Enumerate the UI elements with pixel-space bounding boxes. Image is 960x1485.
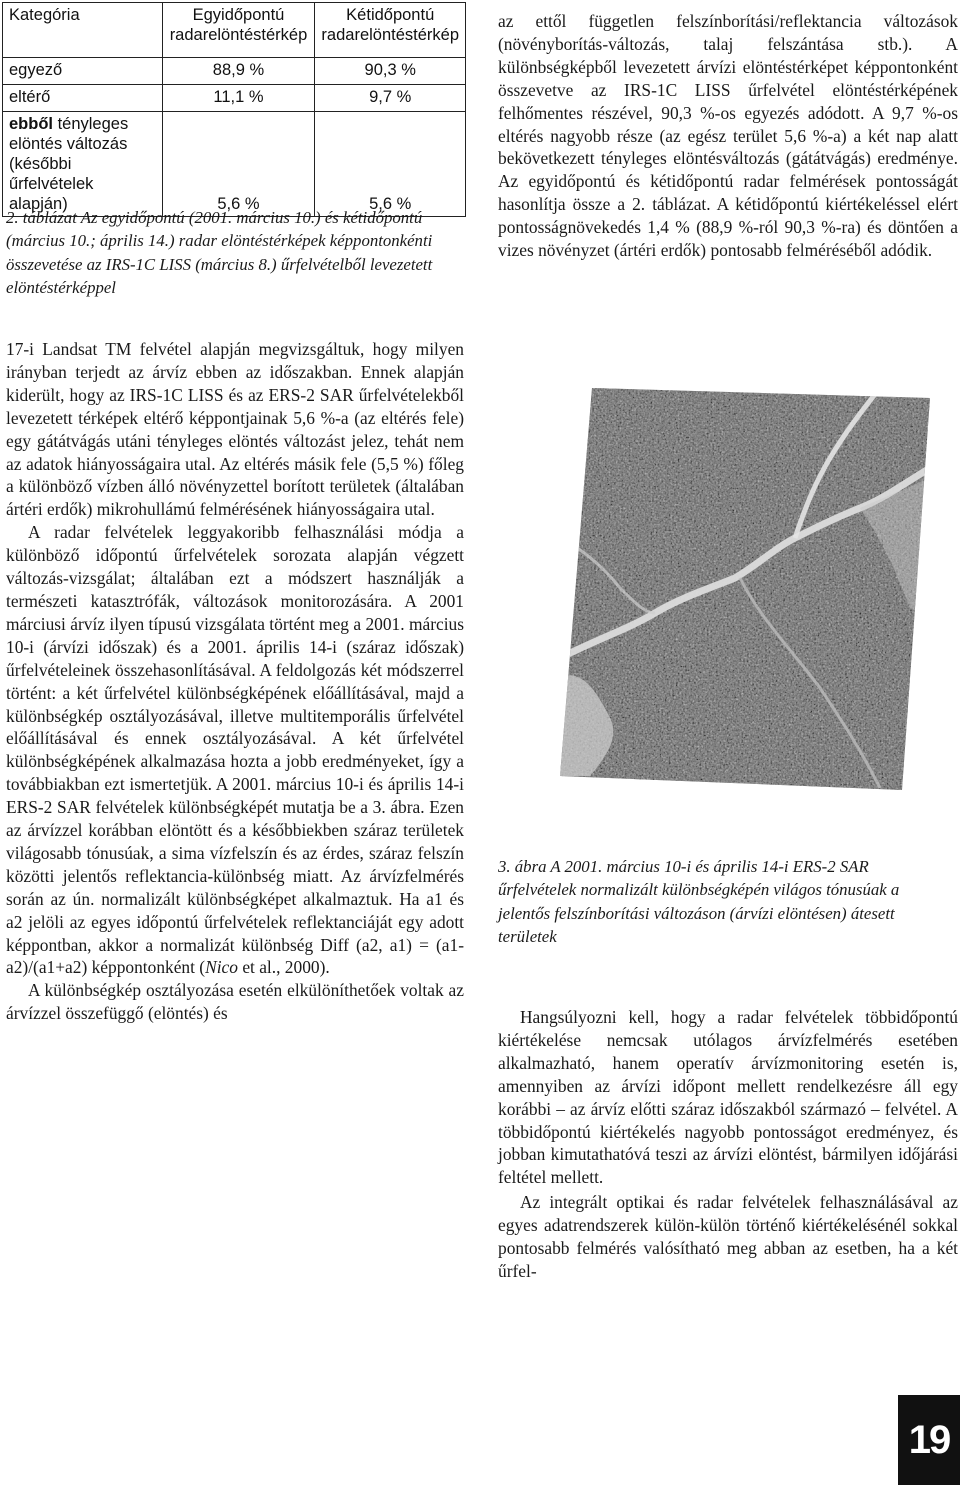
header-category: Kategória [3,3,163,58]
row-label-bold: ebből [9,115,53,133]
paragraph: A különbségkép osztályozása esetén elkülöníthetőek voltak az árvízzel összefüggő (elöntés) és [6,980,464,1024]
table-row [3,58,466,85]
results-table [2,2,466,217]
row-label-rest: tényleges elöntés változás (későbbi űrfelvételek alapján) [9,115,129,213]
paragraph-text: A radar felvételek leggyakoribb felhasználási módja a különböző időpontú űrfelvételek sorozata alapján végzett változás-vizsgálat; általában ezt a módszert használják a természeti katasztrófák, változások monitorozására. A 2001 márciusi árvíz ilyen típusú vizsgálata történt meg a 2001. március 10-i (árvízi időszak) és a 2001. április 14-i (száraz időszak) űrfelvételeinek összehasonlításával. A feldolgozás két módszerrel történt: a két űrfelvétel különbségképének előállításával, majd a különbségkép osztályozásával, illetve multitemporális űrfelvétel előállításával és ennek osztályozásával. A két űrfelvétel különbségképének alkalmazása hozta a jobb eredményeket, így a továbbiakban ezt ismertetjük. A 2001. március 10-i és április 14-i ERS-2 SAR felvételek különbségképét mutatja be a 3. ábra. Ezen az árvízzel korábban elöntött és a későbbiekben száraz területek világosabb tónusúak, a sima vízfelszín és az érdes, száraz felszín közötti jelentős reflektancia-különbség miatt. Az árvízfelmérés során az ún. normalizált különbségképet alkalmaztuk. Ha a1 és a2 jelöli az egyes időpontú űrfelvételek reflektanciáját egy adott képpontban, akkor a normalizát különbség Diff (a2, a1) = (a1-a2)/(a1+a2) képpontonként ( [6,522,464,978]
sar-image-svg [560,388,930,794]
citation-author: Nico [205,957,238,978]
row-value-single: 88,9 % [162,58,315,85]
table-row [3,85,466,112]
header-single-date: Egyidőpontú radarelöntéstérkép [162,3,315,58]
paragraph [6,521,464,979]
row-label [3,112,163,217]
paragraph: Az integrált optikai és radar felvételek felhasználásával az egyes adatrendszerek külön-külön történő kiértékelésénél sokkal pontosabb felmérés valósítható meg abban az esetben, ha a két űrfel- [498,1192,958,1281]
paragraph: 17-i Landsat TM felvétel alapján megvizsgáltuk, hogy milyen irányban terjedt az árvíz ebben az időszakban. Ennek alapján kiderült, hogy az IRS-1C LISS és az ERS-2 SAR űrfelvételekből levezetett térképek eltérő képpontjainak 5,6 %-a (az eltérés fele) egy gátátvágás utáni tényleges elöntés változást jelez, tehát nem az adatok hiányosságaira utal. Az eltérés másik fele (5,5 %) főleg a különböző vízben álló növényzettel borított területek (általában ártéri erdők) mikrohullámú felmérésének hiányosságaira utal. [6,339,464,520]
table-caption: 2. táblázat Az egyidőpontú (2001. március 10.) és kétidőpontú (március 10.; április 14.) radar elöntéstérképek képpontonkénti összevetése az IRS-1C LISS (március 8.) űrfelvételből levezetett elöntéstérképpel [6,208,433,298]
row-value-single: 5,6 % [162,112,315,217]
row-label: eltérő [3,85,163,112]
left-body-text [6,338,464,1025]
paragraph: az ettől független felszínborítási/reflektancia változások (növényborítás-változás, talaj felszántása stb.). A különbségképből levezetett árvízi elöntéstérképet képpontonként összevetve az IRS-1C LISS űrfelvétel elöntéstérképének felhőmentes részével, 90,3 %-os egyezés adódott. A 9,7 %-os eltérés nagyobb része (az egész terület 5,6 %-a) a két nap alatt bekövetkezett tényleges elöntésváltozás (gátátvágás) eredménye. Az egyidőpontú és kétidőpontú radar felmérések pontosságát hasonlítja össze a 2. táblázat. A kétidőpontú kiértékeléssel elért pontosságnövekedés 1,4 % (88,9 %-ról 90,3 %-ra) és döntően a vizes növényzet (ártéri erdők) pontosabb felméréséből adódik. [498,11,958,261]
paragraph: Hangsúlyozni kell, hogy a radar felvételek többidőpontú kiértékelése nemcsak utólagos árvízfelmérés esetében alkalmazható, hanem operatív árvízmonitoring esetén is, amennyiben az árvízi időpont mellett rendelkezésre áll egy korábbi – az árvíz előtti száraz időszakból származó – felvétel. A többidőpontú kiértékelés nagyobb pontosságot eredményez, és jobban kimutathatóvá teszi az árvízi elöntést, bármilyen időjárási feltétel mellett. [498,1007,958,1188]
right-body-text-bottom [498,1006,958,1283]
row-value-two: 90,3 % [315,58,466,85]
figure-3-sar-difference-image [560,388,930,794]
image-content [560,388,930,794]
header-two-date: Kétidőpontú radarelöntéstérkép [315,3,466,58]
table-header-row [3,3,466,58]
figure-caption: 3. ábra A 2001. március 10-i és április 14-i ERS-2 SAR űrfelvételek normalizált különbségképén világos tónusúak a jelentős felszínborítási változáson (árvízi elöntésen) átesett területek [498,857,900,947]
right-body-text-top [498,10,958,262]
row-value-two: 9,7 % [315,85,466,112]
table-row [3,112,466,217]
citation-rest: et al., 2000). [237,957,330,978]
page-number: 19 [898,1395,960,1485]
row-value-two: 5,6 % [315,112,466,217]
row-label: egyező [3,58,163,85]
row-value-single: 11,1 % [162,85,315,112]
